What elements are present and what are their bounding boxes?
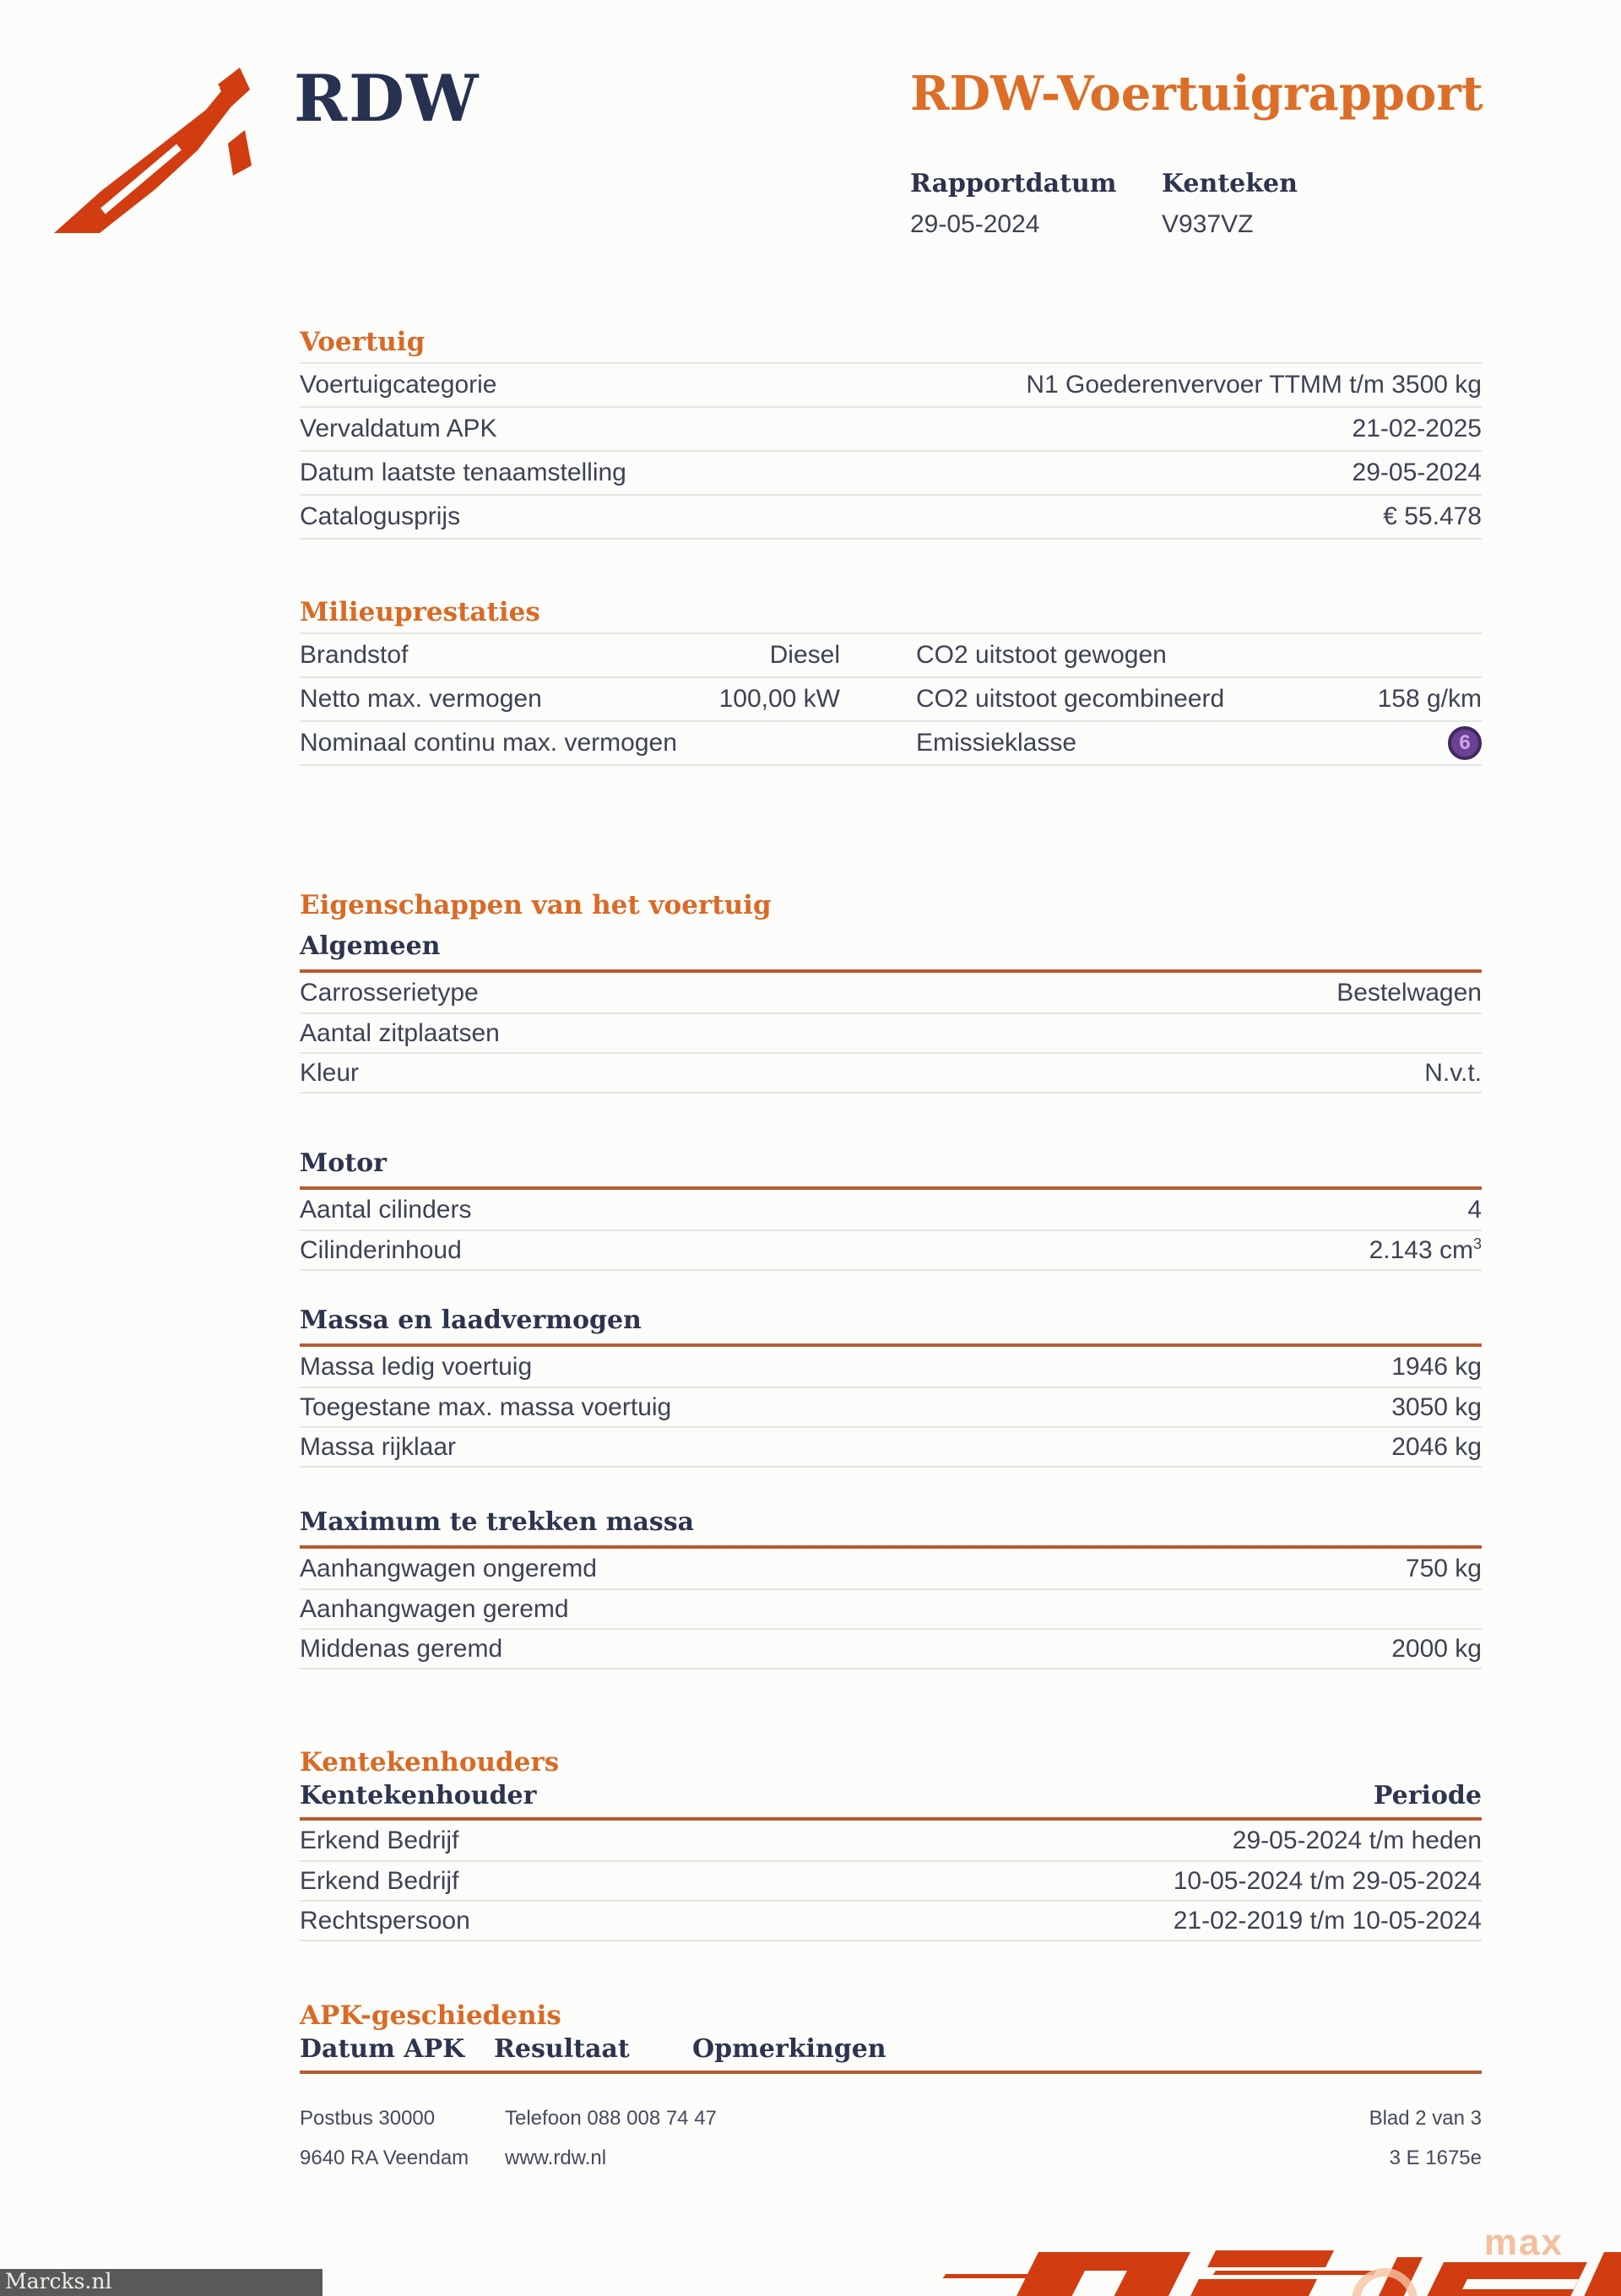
row-value: N1 Goederenvervoer TTMM t/m 3500 kg — [1026, 371, 1482, 399]
license-plate-label: Kenteken — [1162, 169, 1298, 198]
holder-name: Erkend Bedrijf — [300, 1866, 459, 1895]
section-eigenschappen — [300, 888, 1482, 1669]
license-plate-value: V937VZ — [1162, 210, 1254, 238]
footer-form-code: 3 E 1675e — [1389, 2147, 1482, 2169]
row-value: 3050 kg — [1391, 1392, 1482, 1421]
subsection-heading-massa: Massa en laadvermogen — [300, 1305, 1482, 1347]
table-row — [300, 1549, 1482, 1588]
holder-period: 29-05-2024 t/m heden — [1232, 1826, 1482, 1854]
table-row — [300, 1426, 1482, 1466]
footer-address-line2: 9640 RA Veendam — [300, 2147, 469, 2169]
row-label: Catalogusprijs — [300, 502, 461, 530]
section-heading-kentekenhouders: Kentekenhouders — [300, 1747, 560, 1778]
row-value: 2046 kg — [1391, 1432, 1482, 1461]
rdw-logo-icon — [52, 66, 272, 235]
row-label: Netto max. vermogen — [300, 685, 542, 713]
row-value: 2.143 $cm^3$ — [1369, 1235, 1482, 1264]
subsection-motor — [300, 1148, 1482, 1271]
column-header-periode: Periode — [1373, 1781, 1482, 1810]
row-value: 4 — [1467, 1195, 1482, 1224]
table-row — [300, 494, 1482, 538]
row-label: Vervaldatum APK — [300, 415, 497, 442]
subsection-algemeen — [300, 931, 1482, 1094]
table-row — [300, 450, 1482, 494]
section-heading-milieuprestaties: Milieuprestaties — [300, 597, 540, 627]
row-label: Kleur — [300, 1058, 360, 1087]
row-label: Massa rijklaar — [300, 1432, 457, 1461]
page-footer — [300, 2106, 1482, 2171]
row-label: Brandstof — [300, 641, 409, 669]
column-header-opmerkingen: Opmerkingen — [692, 2034, 886, 2064]
section-milieuprestaties — [300, 595, 1482, 766]
section-apk-geschiedenis — [300, 1999, 1482, 2074]
column-header-kentekenhouder: Kentekenhouder — [300, 1781, 537, 1810]
table-row — [300, 1229, 1482, 1269]
section-heading-apk: APK-geschiedenis — [300, 2000, 561, 2031]
section-voertuig — [300, 325, 1482, 540]
table-header-row — [300, 2034, 1482, 2074]
rdw-wordmark: RDW — [294, 61, 480, 136]
subsection-massa-en-laadvermogen — [300, 1305, 1482, 1468]
table-row — [300, 1012, 1482, 1052]
row-value: 750 kg — [1405, 1554, 1482, 1582]
footer-website: www.rdw.nl — [505, 2147, 607, 2169]
table-row — [300, 1387, 1482, 1426]
row-label: Massa ledig voertuig — [300, 1352, 533, 1381]
subsection-heading-algemeen: Algemeen — [300, 931, 1482, 973]
report-date-value: 29-05-2024 — [910, 210, 1040, 238]
row-value: € 55.478 — [1383, 502, 1482, 530]
row-value: 158 g/km — [1377, 685, 1482, 713]
row-label: Aantal cilinders — [300, 1195, 472, 1224]
row-value: 2000 kg — [1391, 1634, 1482, 1663]
table-row — [300, 1821, 1482, 1860]
report-date-label: Rapportdatum — [910, 169, 1117, 198]
table-row — [300, 676, 1482, 720]
row-label: Aanhangwagen ongeremd — [300, 1554, 597, 1582]
holder-name: Erkend Bedrijf — [300, 1826, 459, 1854]
row-label: CO2 uitstoot gewogen — [916, 641, 1167, 669]
column-header-resultaat: Resultaat — [494, 2034, 630, 2064]
row-label: CO2 uitstoot gecombineerd — [916, 685, 1225, 713]
report-date-block — [910, 169, 1162, 239]
row-label: Cilinderinhoud — [300, 1235, 462, 1264]
rdw-corner-graphic-icon — [937, 2222, 1621, 2296]
site-watermark-bar: Marcks.nl — [0, 2269, 323, 2296]
holder-name: Rechtspersoon — [300, 1906, 470, 1935]
table-header-row — [300, 1781, 1482, 1821]
row-value: 29-05-2024 — [1352, 459, 1482, 486]
table-row — [300, 362, 1482, 406]
page-title: RDW-Voertuigrapport — [910, 66, 1483, 122]
subsection-heading-motor: Motor — [300, 1148, 1482, 1190]
row-value: Diesel — [769, 641, 840, 669]
row-value: 100,00 kW — [718, 685, 840, 713]
row-label: Aanhangwagen geremd — [300, 1594, 569, 1623]
corner-watermark-text: max — [1483, 2222, 1564, 2263]
row-value: 1946 kg — [1391, 1352, 1482, 1381]
emission-class-badge: 6 — [1448, 726, 1482, 760]
row-label: Toegestane max. massa voertuig — [300, 1392, 672, 1421]
table-row — [300, 406, 1482, 450]
row-label: Nominaal continu max. vermogen — [300, 729, 677, 757]
section-kentekenhouders — [300, 1745, 1482, 1941]
table-row — [300, 1588, 1482, 1628]
table-row — [300, 1052, 1482, 1092]
license-plate-block — [1162, 169, 1413, 239]
footer-page-number: Blad 2 van 3 — [1369, 2107, 1482, 2130]
holder-period: 10-05-2024 t/m 29-05-2024 — [1173, 1866, 1482, 1895]
column-header-datum-apk: Datum APK — [300, 2034, 465, 2064]
report-meta — [910, 169, 1413, 239]
row-label: Emissieklasse — [916, 729, 1077, 757]
table-row — [300, 1190, 1482, 1229]
row-value: Bestelwagen — [1336, 978, 1482, 1007]
subsection-heading-trekken: Maximum te trekken massa — [300, 1506, 1482, 1549]
table-row — [300, 720, 1482, 764]
row-label: Aantal zitplaatsen — [300, 1018, 500, 1047]
footer-address-line1: Postbus 30000 — [300, 2107, 436, 2130]
superscript: 3 — [1472, 1235, 1482, 1252]
row-label: Datum laatste tenaamstelling — [300, 459, 626, 486]
table-row — [300, 1900, 1482, 1940]
table-row — [300, 632, 1482, 676]
report-body — [300, 325, 1482, 2074]
subsection-maximum-te-trekken-massa — [300, 1506, 1482, 1669]
row-label: Voertuigcategorie — [300, 371, 497, 399]
table-row — [300, 973, 1482, 1012]
holder-period: 21-02-2019 t/m 10-05-2024 — [1173, 1906, 1482, 1935]
footer-phone: Telefoon 088 008 74 47 — [505, 2107, 717, 2130]
table-row — [300, 1347, 1482, 1387]
row-value: 21-02-2025 — [1352, 415, 1482, 442]
section-heading-eigenschappen: Eigenschappen van het voertuig — [300, 890, 772, 920]
table-row — [300, 1860, 1482, 1900]
table-row — [300, 1628, 1482, 1668]
row-label: Middenas geremd — [300, 1634, 503, 1663]
row-label: Carrosserietype — [300, 978, 479, 1007]
row-value: N.v.t. — [1424, 1058, 1482, 1087]
section-heading-voertuig: Voertuig — [300, 327, 426, 357]
